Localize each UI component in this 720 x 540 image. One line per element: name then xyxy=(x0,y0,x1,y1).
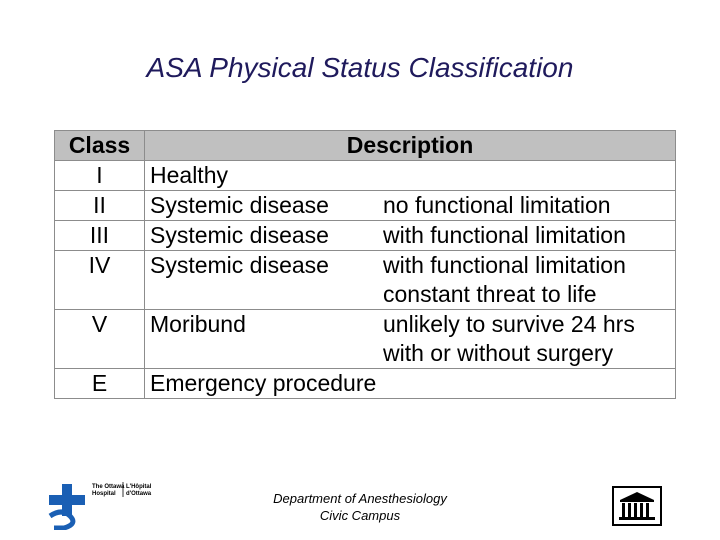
description-primary: Healthy xyxy=(150,162,228,188)
class-cell: IV xyxy=(55,251,145,310)
university-building-icon xyxy=(612,486,662,526)
description-primary: Systemic disease xyxy=(150,192,329,218)
table-row xyxy=(55,221,676,251)
class-cell: II xyxy=(55,191,145,221)
footer-department: Department of Anesthesiology xyxy=(273,491,447,506)
logo-en-line2: Hospital xyxy=(92,491,116,497)
class-cell: V xyxy=(55,310,145,369)
class-cell: III xyxy=(55,221,145,251)
description-cell xyxy=(145,310,676,369)
description-cell xyxy=(145,221,676,251)
description-primary: Moribund xyxy=(150,311,246,337)
class-cell: I xyxy=(55,161,145,191)
table-header-row xyxy=(55,131,676,161)
description-detail: with functional limitation xyxy=(383,252,626,278)
description-detail: with or without surgery xyxy=(383,340,614,366)
description-detail: unlikely to survive 24 hrs xyxy=(383,311,635,337)
table-row xyxy=(55,251,676,310)
header-description: Description xyxy=(145,131,676,161)
description-cell xyxy=(145,251,676,310)
description-primary: Systemic disease xyxy=(150,222,329,248)
table-row xyxy=(55,369,676,399)
description-cell xyxy=(145,369,676,399)
description-primary: Emergency procedure xyxy=(150,370,377,396)
description-detail: with functional limitation xyxy=(383,222,626,248)
description-cell xyxy=(145,161,676,191)
asa-classification-table xyxy=(54,130,676,399)
logo-en-line1: The Ottawa xyxy=(92,484,125,490)
description-primary: Systemic disease xyxy=(150,252,329,278)
logo-fr-line2: d'Ottawa xyxy=(126,491,152,497)
class-cell: E xyxy=(55,369,145,399)
table-row xyxy=(55,161,676,191)
logo-fr-line1: L'Hôpital xyxy=(126,484,152,490)
table-row xyxy=(55,310,676,369)
description-cell xyxy=(145,191,676,221)
header-class: Class xyxy=(55,131,145,161)
description-detail: no functional limitation xyxy=(383,192,611,218)
description-detail: constant threat to life xyxy=(383,281,597,307)
slide-title: ASA Physical Status Classification xyxy=(146,52,574,83)
table-row xyxy=(55,191,676,221)
footer-campus: Civic Campus xyxy=(319,508,401,523)
